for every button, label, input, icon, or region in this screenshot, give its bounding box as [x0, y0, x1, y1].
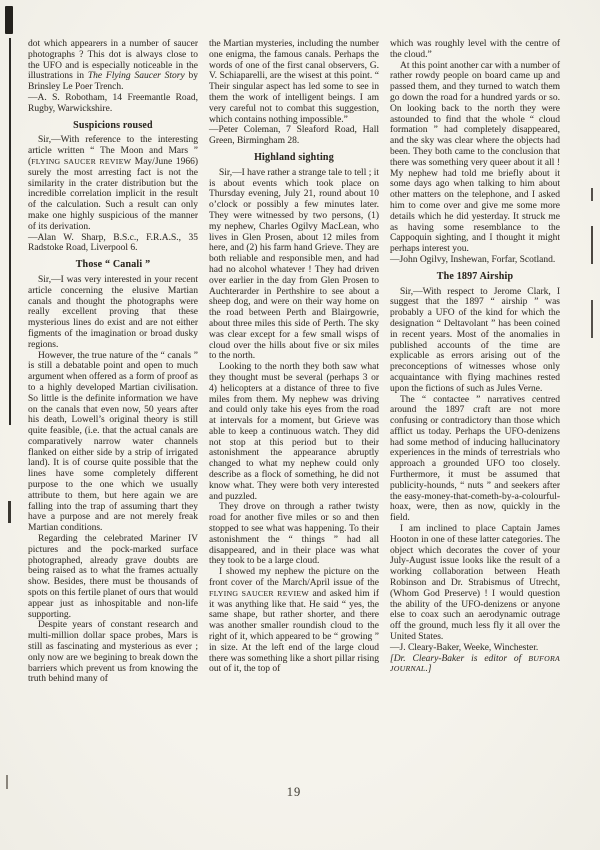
- text-segment: Highland sighting: [254, 151, 334, 163]
- letter-paragraph: [28, 135, 198, 232]
- page-number: 19: [286, 785, 302, 799]
- scan-edge-mark: [5, 6, 13, 34]
- text-segment: Those “ Canali ”: [75, 259, 151, 271]
- text-segment: Regarding the celebrated Mariner IV pictures and the pock-marked surface photographed, already grave doubts are being raised as to what the frames actually show. Besides, there must be thousands of spots on this fertile planet of ours that would appear just as inhospitable and non-life supporting.: [28, 534, 198, 620]
- text-segment: and asked him if it was anything like that. He said “ yes, the same shape, but rather shorter, and there was another smaller roundish cloud to the right of it, which appeared to be “ growing ” in size. At the left end of the large cloud there was something like a short pillar rising out of it, the top of: [209, 588, 379, 675]
- section-heading: [28, 260, 198, 271]
- letter-paragraph: [28, 39, 198, 93]
- letter-paragraph: [28, 275, 198, 351]
- letter-paragraph: [209, 502, 379, 567]
- letter-signature: [28, 93, 198, 115]
- text-segment: Sir,—With reference to the interesting article written “ The Moon and Mars ” (: [28, 135, 198, 167]
- scan-edge-mark: [591, 300, 593, 338]
- text-segment: [Dr. Cleary-Baker is editor of: [390, 653, 529, 664]
- letter-paragraph: [28, 620, 198, 685]
- letter-paragraph: [209, 567, 379, 675]
- text-segment: I am inclined to place Captain James Hooton in one of these latter categories. The object which decorates the cover of your July-August issue looks like the result of a working collaboration between Heath Robinson and Dr. Strabismus of Utrecht, (Whom God Preserve) ! I would question the ability of the UFO-denizens or anyone else to coax such an aerodynamic outrage off the ground, much less fly it all over the United States.: [390, 524, 560, 643]
- letter-paragraph: [390, 287, 560, 395]
- letter-paragraph: [209, 362, 379, 502]
- text-segment: —Alan W. Sharp, B.S.c., F.R.A.S., 35 Radstoke Road, Liverpool 6.: [28, 232, 198, 254]
- letter-paragraph: [390, 39, 560, 61]
- text-segment: At this point another car with a number of rather rowdy people on board came up and passed them, and they turned to watch them go down the road for a hundred yards or so. On looking back to the north they were astounded to find that the whole “ cloud formation ” had completely disappeared, and the sky was clear where the objects had been. They both came to the conclusion that there was something very queer about it all ! My nephew had told me briefly about it some days ago when talking to him about other matters on the telephone, and I asked him to come over and give me some more details which he did yesterday. It struck me as having some resemblance to the Cappoquin sighting, and I thought it might perhaps interest you.: [390, 60, 560, 255]
- letter-paragraph: [390, 395, 560, 525]
- text-segment: dot which appearers in a number of saucer photographs ? This dot is always close to the UFO and is especially noticeable in the illustrations in: [28, 39, 198, 82]
- letter-paragraph: [209, 168, 379, 362]
- letter-paragraph: [28, 351, 198, 535]
- text-segment: —Peter Coleman, 7 Sleaford Road, Hall Green, Birmingham 28.: [209, 125, 379, 147]
- styled-text-segment: The Flying Saucer Story: [87, 71, 185, 82]
- text-column-right: [390, 39, 560, 685]
- text-segment: —A. S. Robotham, 14 Freemantle Road, Rugby, Warwickshire.: [28, 92, 198, 114]
- text-segment: Looking to the north they both saw what they thought must be several (perhaps 3 or 4) helicopters at a distance of three to five miles from them. My nephew was driving and could only take his eyes from the road at intervals for a moment, but Grieve was able to keep a continuous watch. They did not stop at this period but to their astonishment the appearance abruptly changed to what my nephew could only describe as a flock of something, he did not know what. They were both very interested and puzzled.: [209, 362, 379, 502]
- text-segment: by Brinsley Le Poer Trench.: [28, 71, 199, 93]
- text-segment: the Martian mysteries, including the number one enigma, the famous canals. Perhaps the words of one of the first canal observers, G. V. Schiaparelli, are the wisest at this point. “ Their singular aspect has led some to see in them the work of intelligent beings. I am very careful not to combat this suggestion, which contains nothing impossible.”: [209, 39, 379, 125]
- text-segment: However, the true nature of the “ canals ” is still a debatable point and open to much argument when offered as a form of proof as to a highly developed Martian civilisation. So little is the definite information we have on the canals that even now, 50 years after his death, Lowell’s original theory is still quite feasible, (i.e. that the actual canals are comparatively narrow water channels flanked on either side by a strip of irrigated land). It is of course quite possible that the lines have some completely different purpose to the one which we usually attribute to them, but here again we are falling into the trap of assuming thart they have a purpose and are not merely freak Martian conditions.: [28, 350, 198, 534]
- letter-paragraph: [390, 524, 560, 643]
- letter-paragraph: [209, 39, 379, 125]
- text-segment: The “ contactee ” narratives centred around the 1897 craft are not more confusing or contradictory than those which afflict us today. Perhaps the UFO-denizens had some method of inducing hallucinatory experiences in the minds of terrestrials who approach a grounded UFO too closely. Furthermore, it must be assumed that publicity-hounds, “ nuts ” and seekers after the easy-money-that-cometh-by-a-colourful-hoax, were, then as now, quickly in the field.: [390, 394, 560, 524]
- text-segment: Sir,—With respect to Jerome Clark, I suggest that the 1897 “ airship ” was probably a UFO of the kind for which the designation “ Deltavolant ” has been coined in recent years. Most of the anomalies in published accounts of the time are explicable as errors arising out of the preconceptions of witnesses whose only acquaintance with flying machines rested upon the fictions of such as Jules Verne.: [390, 286, 560, 394]
- text-segment: They drove on through a rather twisty road for another five miles or so and then stopped to see what was happening. To their astonishment the “ things ” had all disappeared, and in their place was what they took to be a large cloud.: [209, 502, 379, 567]
- text-segment: The 1897 Airship: [436, 270, 514, 282]
- text-segment: .]: [425, 664, 432, 675]
- text-segment: Despite years of constant research and multi-million dollar space probes, Mars is still as fascinating and mysterious as ever ; only now are we begining to break down the barriers which prevent us from knowing the truth behind many of: [28, 620, 198, 685]
- text-segment: I showed my nephew the picture on the front cover of the March/April issue of the: [209, 567, 379, 589]
- scan-edge-mark: [591, 226, 593, 264]
- editor-note: [390, 654, 560, 676]
- scan-edge-mark: [6, 775, 8, 789]
- text-column-middle: [209, 39, 379, 685]
- text-segment: —John Ogilvy, Inshewan, Forfar, Scotland.: [390, 254, 556, 265]
- styled-text-segment: FLYING SAUCER REVIEW: [31, 156, 132, 166]
- styled-text-segment: FLYING SAUCER REVIEW: [209, 588, 309, 598]
- text-segment: which was roughly level with the centre of the cloud.”: [390, 39, 560, 60]
- section-heading: [209, 153, 379, 164]
- letter-signature: [28, 233, 198, 255]
- letter-signature: [390, 255, 560, 266]
- text-segment: May/June 1966) surely the most arresting fact is not the similarity in the crater distribution but the incredible correlation implicit in the result of the calculation. Such a result can only make one highly suspicious of the manner of its derivation.: [28, 156, 198, 232]
- text-column-left: [28, 39, 198, 685]
- letter-paragraph: [28, 534, 198, 620]
- text-segment: Sir,—I have rather a strange tale to tell ; it is about events which took place on Thursday evening, July 21, round about 10 o’clock or possibly a few minutes later. They were witnessed by two persons, (1) my nephew, Charles Ogilvy MacLean, who lives in Glen Prosen, about 12 miles from here, and (2) his farm hand Grieve. They are both reliable and responsible men, and had had no alcohol whatever ! They had driven over earlier in the day from Glen Prosen to Auchterarder in Perthshire to see about a sheep dog, and were on their way home on the road between Perth and Blairgowrie, about three miles this side of Perth. The sky was clear except for a few small wisps of cloud over the hills about five or six miles to the north.: [209, 167, 380, 362]
- letters-page-body: [28, 39, 560, 685]
- section-heading: [28, 121, 198, 132]
- scan-edge-mark: [9, 38, 11, 425]
- letter-paragraph: [390, 61, 560, 255]
- styled-text-segment: BUFORA JOURNAL: [390, 653, 560, 674]
- scan-edge-mark: [591, 188, 593, 201]
- letter-signature: [390, 643, 560, 654]
- scan-edge-mark: [8, 501, 11, 523]
- letter-signature: [209, 125, 379, 147]
- text-segment: Suspicions roused: [73, 119, 153, 131]
- section-heading: [390, 272, 560, 283]
- text-segment: Sir,—I was very interested in your recent article concerning the elusive Martian canals and thought the photographs were really excellent proving that these mysterious lines do exist and are not either figments of the imagination or broad dusky regions.: [28, 274, 198, 350]
- text-segment: —J. Cleary-Baker, Weeke, Winchester.: [390, 642, 539, 653]
